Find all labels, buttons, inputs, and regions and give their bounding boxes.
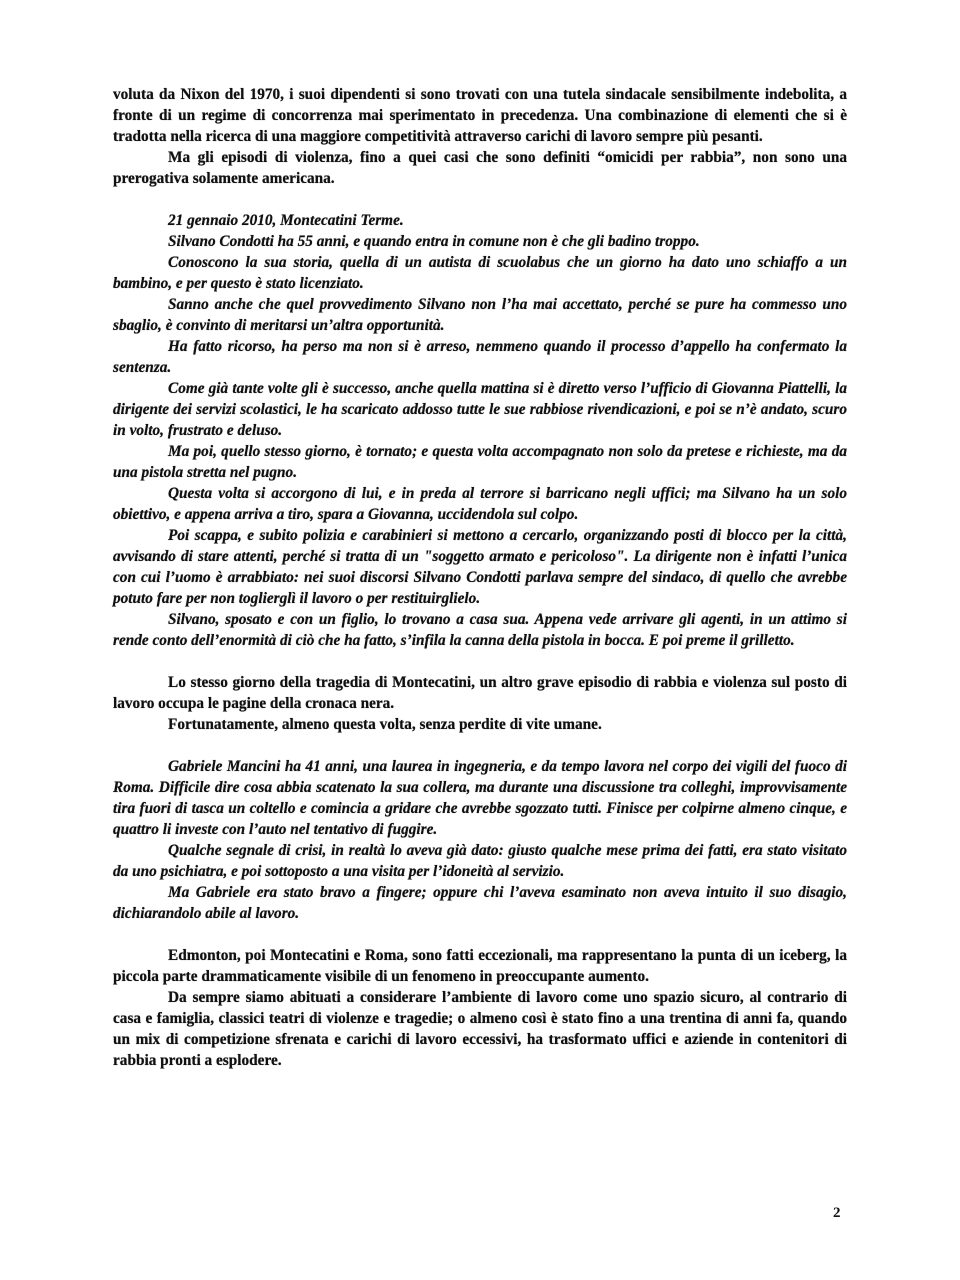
story-paragraph: Qualche segnale di crisi, in realtà lo aveva già dato: giusto qualche mese prima dei fatti, era stato visitato da uno psichiatra, e poi sottoposto a una visita per l’idoneità al servizio.	[113, 842, 847, 880]
paragraph: Ma gli episodi di violenza, fino a quei casi che sono definiti “omicidi per rabbia”, non sono una prerogativa solamente americana.	[113, 149, 847, 187]
paragraph: voluta da Nixon del 1970, i suoi dipendenti si sono trovati con una tutela sindacale sensibilmente indebolita, a fronte di un regime di concorrenza mai sperimentato in precedenza. Una combinazione di elementi che si è tradotta nella ricerca di una maggiore competitività attraverso carichi di lavoro sempre più pesanti.	[113, 86, 847, 145]
story-paragraph: Gabriele Mancini ha 41 anni, una laurea in ingegneria, e da tempo lavora nel corpo dei vigili del fuoco di Roma. Difficile dire cosa abbia scatenato la sua collera, ma durante una discussione tra colleghi, improvvisamente tira fuori di tasca un coltello e comincia a gridare che avrebbe sgozzato tutti. Finisce per colpirne almeno cinque, e quattro li investe con l’auto nel tentativo di fuggire.	[113, 758, 847, 838]
document-body	[113, 84, 847, 1071]
story-paragraph: Silvano, sposato e con un figlio, lo trovano a casa sua. Appena vede arrivare gli agenti, in un attimo si rende conto dell’enormità di ciò che ha fatto, s’infila la canna della pistola in bocca. E poi preme il grilletto.	[113, 611, 847, 649]
paragraph-gap	[113, 735, 847, 756]
paragraph: Lo stesso giorno della tragedia di Montecatini, un altro grave episodio di rabbia e violenza sul posto di lavoro occupa le pagine della cronaca nera.	[113, 674, 847, 712]
paragraph: Da sempre siamo abituati a considerare l’ambiente di lavoro come uno spazio sicuro, al contrario di casa e famiglia, classici teatri di violenze e tragedie; o almeno così è stato fino a una trentina di anni fa, quando un mix di competizione sfrenata e carichi di lavoro eccessivi, ha trasformato uffici e aziende in contenitori di rabbia pronti a esplodere.	[113, 989, 847, 1069]
story-paragraph: Poi scappa, e subito polizia e carabinieri si mettono a cercarlo, organizzando posti di blocco per la città, avvisando di stare attenti, perché si tratta di un "soggetto armato e pericoloso". La dirigente non è infatti l’unica con cui l’uomo è arrabbiato: nei suoi discorsi Silvano Condotti parlava sempre del sindaco, di quello che avrebbe potuto fare per non toglierglì il lavoro o per restituirglielo.	[113, 527, 847, 607]
page-number: 2	[833, 1205, 841, 1221]
paragraph: Edmonton, poi Montecatini e Roma, sono fatti eccezionali, ma rappresentano la punta di un iceberg, la piccola parte drammaticamente visibile di un fenomeno in preoccupante aumento.	[113, 947, 847, 985]
story-paragraph: Sanno anche che quel provvedimento Silvano non l’ha mai accettato, perché se pure ha commesso uno sbaglio, è convinto di meritarsi un’altra opportunità.	[113, 296, 847, 334]
story-paragraph: Conoscono la sua storia, quella di un autista di scuolabus che un giorno ha dato uno schiaffo a un bambino, e per questo è stato licenziato.	[113, 254, 847, 292]
paragraph-gap	[113, 924, 847, 945]
story-paragraph: Questa volta si accorgono di lui, e in preda al terrore si barricano negli uffici; ma Silvano ha un solo obiettivo, e appena arriva a tiro, spara a Giovanna, uccidendola sul colpo.	[113, 485, 847, 523]
story-paragraph: Ma Gabriele era stato bravo a fingere; oppure chi l’aveva esaminato non aveva intuito il suo disagio, dichiarandolo abile al lavoro.	[113, 884, 847, 922]
story-dateline: 21 gennaio 2010, Montecatini Terme.	[168, 212, 404, 229]
story-paragraph: Ha fatto ricorso, ha perso ma non si è arreso, nemmeno quando il processo d’appello ha confermato la sentenza.	[113, 338, 847, 376]
paragraph: Fortunatamente, almeno questa volta, senza perdite di vite umane.	[168, 716, 602, 733]
story-paragraph: Silvano Condotti ha 55 anni, e quando entra in comune non è che gli badino troppo.	[168, 233, 700, 250]
story-paragraph: Ma poi, quello stesso giorno, è tornato; e questa volta accompagnato non solo da pretese e richieste, ma da una pistola stretta nel pugno.	[113, 443, 847, 481]
paragraph-gap	[113, 189, 847, 210]
paragraph-gap	[113, 651, 847, 672]
story-paragraph: Come già tante volte gli è successo, anche quella mattina si è diretto verso l’ufficio di Giovanna Piattelli, la dirigente dei servizi scolastici, le ha scaricato addosso tutte le sue rabbiose rivendicazioni, e poi se n’è andato, scuro in volto, frustrato e deluso.	[113, 380, 847, 439]
